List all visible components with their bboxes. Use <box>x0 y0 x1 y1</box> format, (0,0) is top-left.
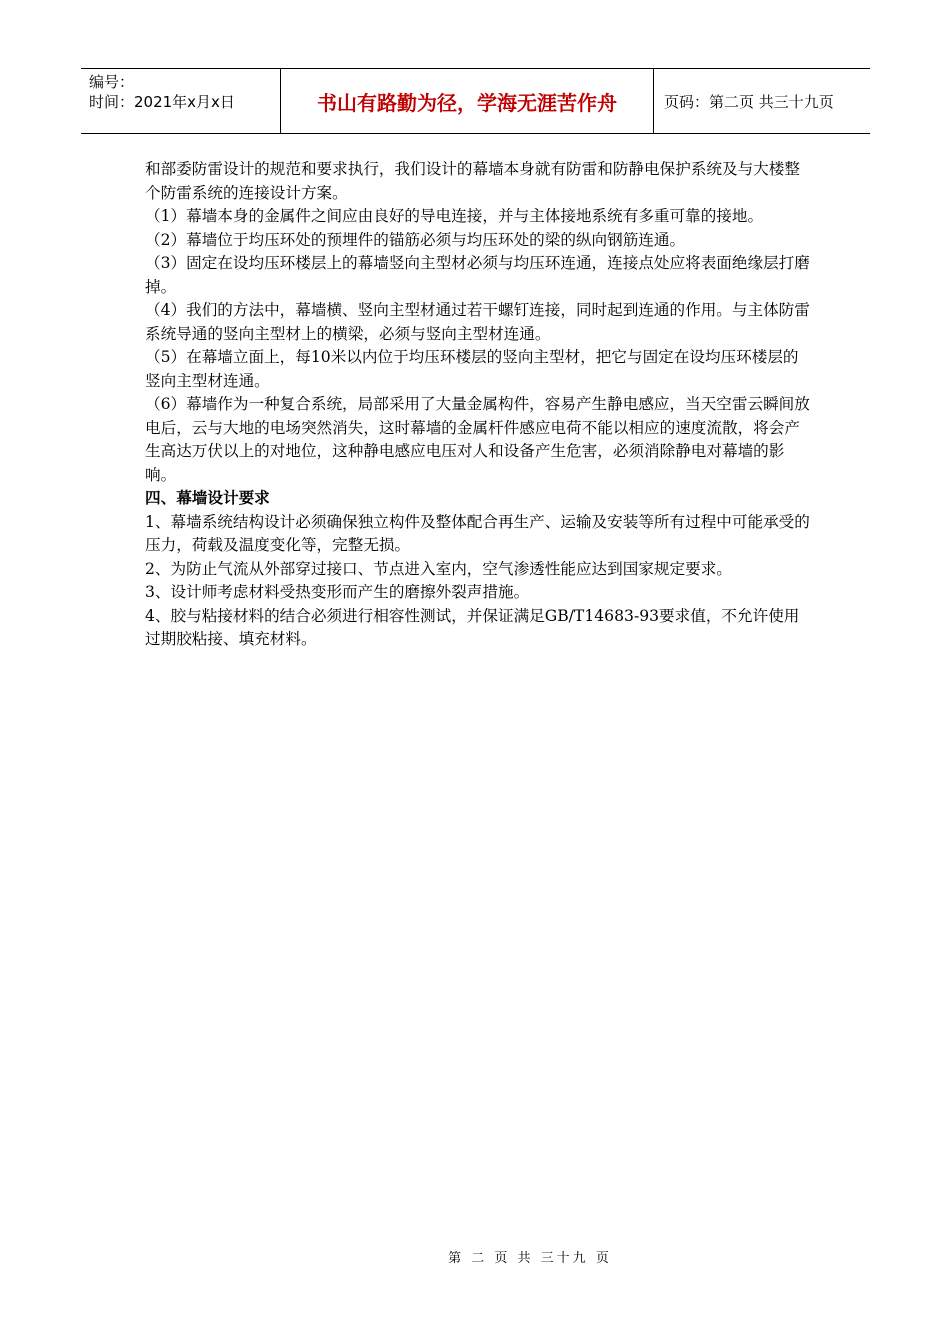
header-motto: 书山有路勤为径，学海无涯苦作舟 <box>281 69 654 133</box>
requirement-item: 1、幕墙系统结构设计必须确保独立构件及整体配合再生产、运输及安装等所有过程中可能承受的压力，荷载及温度变化等，完整无损。 <box>145 512 810 554</box>
requirement-item: 3、设计师考虑材料受热变形而产生的磨擦外裂声措施。 <box>145 583 530 601</box>
document-body <box>145 158 810 652</box>
document-time-label: 时间：2021年x月x日 <box>89 93 235 111</box>
page-header <box>81 68 870 134</box>
header-page-number: 页码：第二页 共三十九页 <box>664 92 834 111</box>
paragraph: （1）幕墙本身的金属件之间应由良好的导电连接，并与主体接地系统有多重可靠的接地。 <box>145 207 764 225</box>
requirement-item: 4、胶与粘接材料的结合必须进行相容性测试，并保证满足GB/T14683-93要求值，不允许使用过期胶粘接、填充材料。 <box>145 606 800 648</box>
document-number-label: 编号： <box>89 73 135 91</box>
paragraph: 和部委防雷设计的规范和要求执行，我们设计的幕墙本身就有防雷和防静电保护系统及与大楼整个防雷系统的连接设计方案。 <box>145 160 800 202</box>
requirement-item: 2、为防止气流从外部穿过接口、节点进入室内，空气渗透性能应达到国家规定要求。 <box>145 559 732 578</box>
paragraph: （5）在幕墙立面上，每10米以内位于均压环楼层的竖向主型材，把它与固定在设均压环楼层的竖向主型材连通。 <box>145 348 799 390</box>
paragraph: （4）我们的方法中，幕墙横、竖向主型材通过若干螺钉连接，同时起到连通的作用。与主体防雷系统导通的竖向主型材上的横梁，必须与竖向主型材连通。 <box>145 301 810 343</box>
paragraph: （3）固定在设均压环楼层上的幕墙竖向主型材必须与均压环连通，连接点处应将表面绝缘层打磨掉。 <box>145 254 810 296</box>
paragraph: （6）幕墙作为一种复合系统，局部采用了大量金属构件，容易产生静电感应，当天空雷云瞬间放电后，云与大地的电场突然消失，这时幕墙的金属杆件感应电荷不能以相应的速度流散，将会产生高达万伏以上的对地位，这种静电感应电压对人和设备产生危害，必须消除静电对幕墙的影响。 <box>145 395 810 484</box>
header-meta <box>81 69 281 133</box>
section-heading: 四、幕墙设计要求 <box>145 489 270 507</box>
page-footer: 第 二 页 共 三十九 页 <box>448 1251 612 1266</box>
paragraph: （2）幕墙位于均压环处的预埋件的锚筋必须与均压环处的梁的纵向钢筋连通。 <box>145 230 686 249</box>
